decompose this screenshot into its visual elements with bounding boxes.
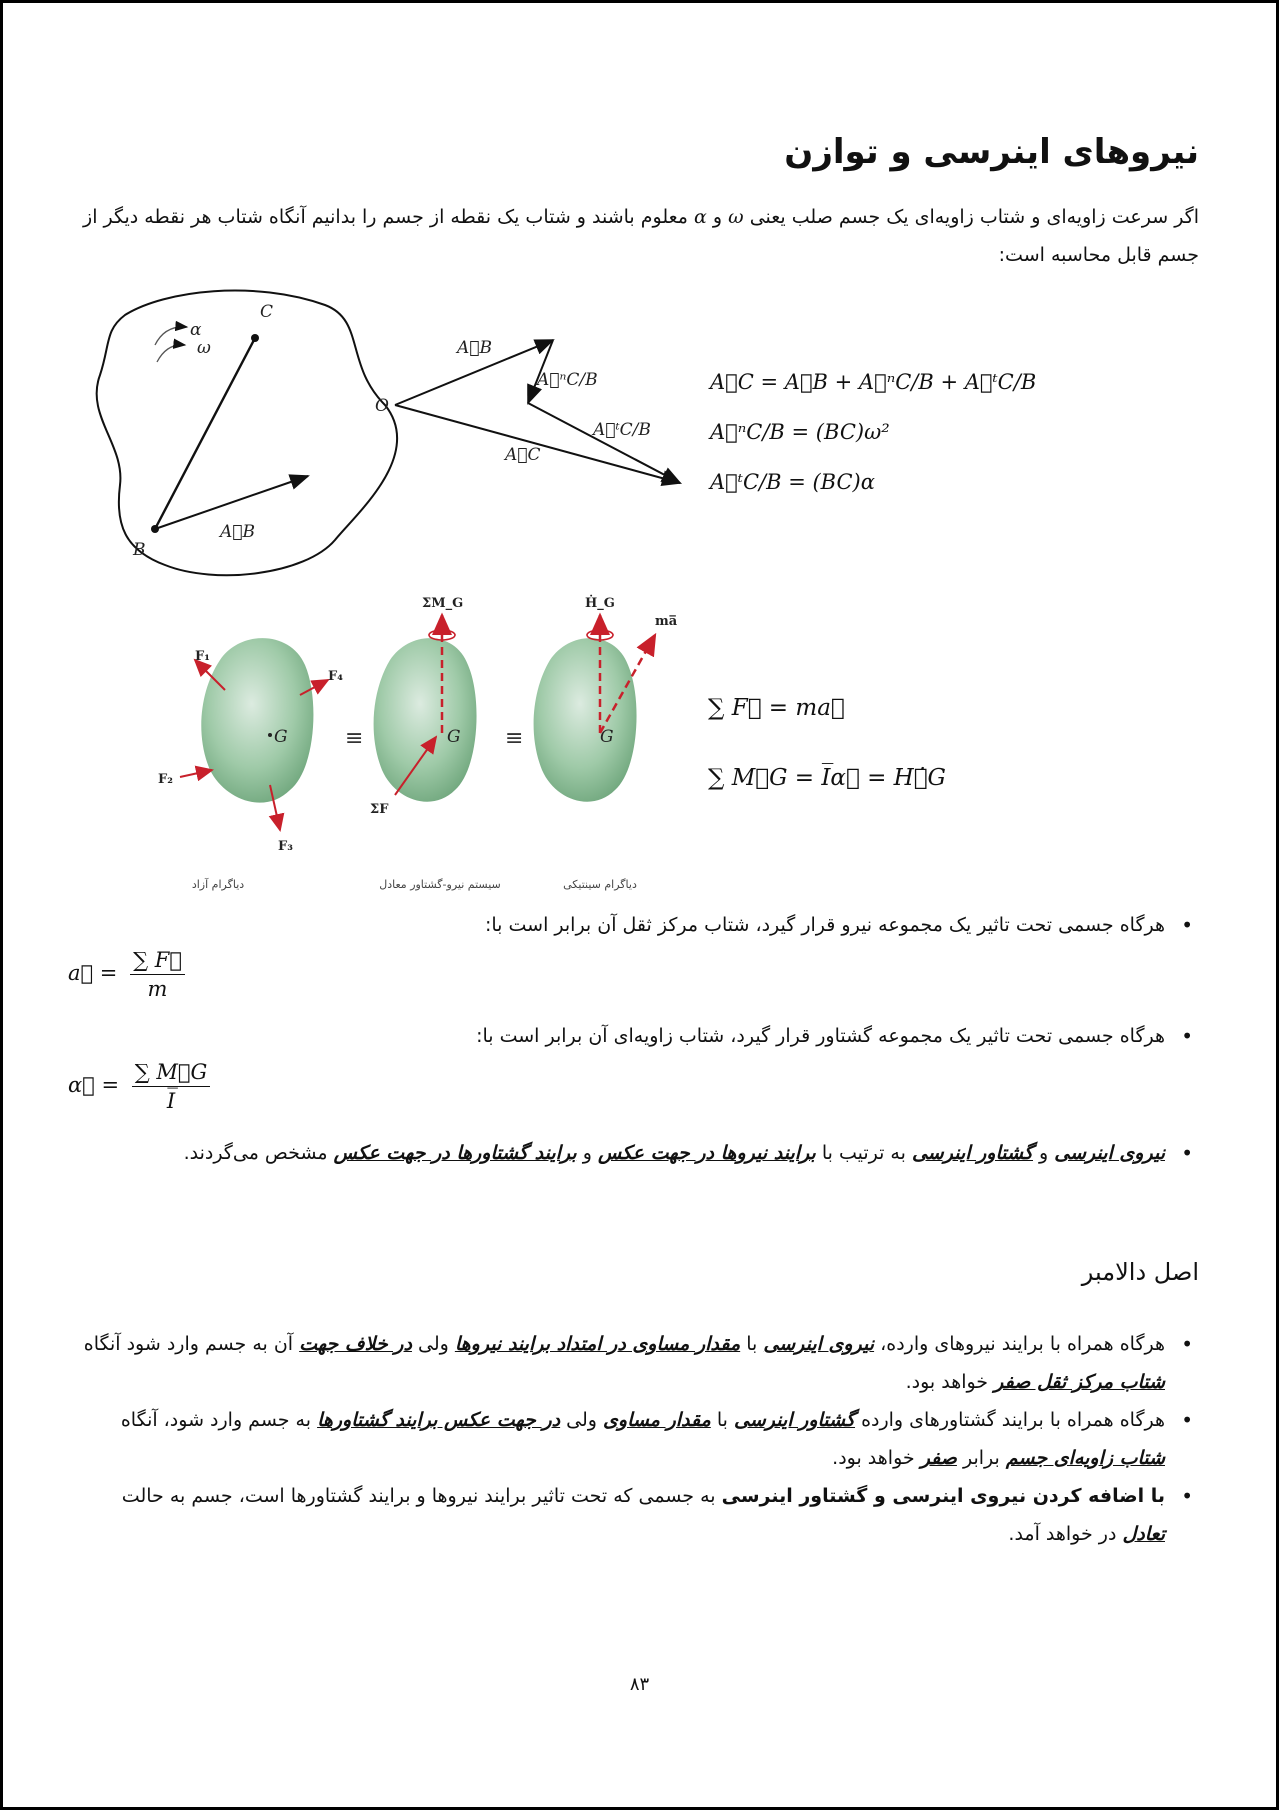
intro-text-2: معلوم باشند و شتاب یک نقطه از جسم را بدانیم آنگاه شتاب هر نقطه دیگر از جسم قابل محاسبه است: [83, 206, 1199, 266]
formula-angular-acceleration [68, 1060, 210, 1113]
text-i1-with: با [746, 1333, 758, 1355]
body-free-diagram [201, 638, 313, 803]
term-inertia-moment: گشتاور اینرسی [911, 1142, 1033, 1164]
label-g3: G [600, 727, 614, 747]
body-kinetic-diagram [534, 638, 637, 802]
label-f1: F₁ [195, 649, 210, 664]
text-i2-but: ولی [566, 1409, 597, 1431]
text-i3-end: در خواهد آمد. [1008, 1523, 1117, 1545]
bullet-list-dalembert [78, 1325, 1199, 1553]
eq-moment-sum: ∑ M⃗G = I̅α⃗ = H⃗̇G [708, 765, 946, 791]
caption-kinetic-diagram: دیاگرام سینتیکی [563, 878, 637, 891]
label-g1: G [274, 727, 288, 747]
label-f4: F₄ [328, 669, 343, 684]
text-i3-body: به جسمی که تحت تاثیر برایند نیروها و برایند گشتاورها است، جسم به حالت [121, 1485, 716, 1507]
term-i1-inertia-force: نیروی اینرسی [763, 1333, 875, 1355]
caption-equivalent-system: سیستم نیرو-گشتاور معادل [379, 878, 501, 891]
eq-normal-acceleration: A⃗ⁿC/B = (BC)ω² [710, 420, 890, 444]
text-and-2: و [582, 1142, 592, 1164]
text-determined: مشخص می‌گردند. [183, 1142, 328, 1164]
text-i1-then: آن به جسم وارد شود آنگاه [83, 1333, 294, 1355]
alpha-symbol: α [694, 206, 707, 228]
term-inertia-force: نیروی اینرسی [1054, 1142, 1165, 1164]
term-i3-equilibrium: تعادل [1122, 1523, 1165, 1545]
force-f2-arrow [180, 770, 212, 777]
intro-and: و [712, 206, 723, 228]
caption-free-diagram: دیاگرام آزاد [191, 878, 245, 891]
formula-1-denominator: m [147, 977, 168, 1001]
bullet-force-sum-text: هرگاه جسمی تحت تاثیر یک مجموعه نیرو قرار گیرد، شتاب مرکز ثقل آن برابر است با: [484, 914, 1165, 936]
bullet-moment-sum-text: هرگاه جسمی تحت تاثیر یک مجموعه گشتاور قرار گیرد، شتاب زاویه‌ای آن برابر است با: [476, 1025, 1165, 1047]
centroid-g1-dot [268, 733, 272, 737]
formula-1-lhs: a⃗ = [68, 961, 118, 985]
term-i2-angular-acceleration: شتاب زاویه‌ای جسم [1005, 1447, 1165, 1469]
label-omega: ω [197, 338, 211, 358]
body-equivalent-system [374, 638, 477, 802]
text-i2-with: با [716, 1409, 728, 1431]
vector-acb-t [528, 403, 680, 483]
text-i1-1: هرگاه همراه با برایند نیروهای وارده، [880, 1333, 1165, 1355]
text-i2-1: هرگاه همراه با برایند گشتاورهای وارده [861, 1409, 1165, 1431]
label-g2: G [447, 727, 461, 747]
vector-ac [395, 405, 680, 483]
kinetic-diagram-figure [150, 585, 690, 895]
eq-tangential-acceleration: A⃗ᵗC/B = (BC)α [710, 470, 875, 494]
label-ab-body: A⃗B [220, 522, 255, 542]
rotation-arrow-1 [155, 327, 187, 345]
intro-text-1: اگر سرعت زاویه‌ای و شتاب زاویه‌ای یک جسم صلب یعنی [749, 206, 1199, 228]
term-i2-inertia-moment: گشتاور اینرسی [733, 1409, 856, 1431]
text-respectively: به ترتیب با [821, 1142, 906, 1164]
page-number: ۸۳ [629, 1674, 650, 1695]
formula-1-numerator: ∑ F⃗ [130, 948, 185, 975]
omega-symbol: ω [728, 206, 744, 228]
eq-force-sum: ∑ F⃗ = ma⃗ [708, 695, 845, 721]
formula-2-numerator: ∑ M⃗G [132, 1060, 211, 1087]
term-i1-zero-acceleration: شتاب مرکز ثقل صفر [994, 1371, 1165, 1393]
term-i1-opposite: در خلاف جهت [299, 1333, 412, 1355]
label-b: B [133, 540, 146, 560]
term-reverse-moment-resultant: برایند گشتاورها در جهت عکس [333, 1142, 577, 1164]
term-i2-equal-magnitude: مقدار مساوی [603, 1409, 711, 1431]
term-i2-zero: صفر [920, 1447, 957, 1469]
term-i3-adding-inertia: با اضافه کردن نیروی اینرسی و گشتاور اینرسی [721, 1485, 1165, 1507]
text-i2-equal: برابر [962, 1447, 1000, 1469]
label-acb-t: A⃗ᵗC/B [593, 420, 651, 440]
bullet-list-1c [78, 1134, 1199, 1172]
text-i1-end: خواهد بود. [905, 1371, 989, 1393]
label-alpha: α [190, 320, 202, 340]
text-i2-end: خواهد بود. [832, 1447, 915, 1469]
equivalence-2: ≡ [505, 726, 524, 751]
formula-2-lhs: α⃗ = [68, 1073, 120, 1097]
page-title: نیروهای اینرسی و توازن [784, 132, 1199, 172]
equivalence-1: ≡ [345, 726, 364, 751]
term-reverse-force-resultant: برایند نیروها در جهت عکس [597, 1142, 816, 1164]
dalembert-item-force [78, 1325, 1199, 1401]
label-hg: Ḣ_G [585, 596, 615, 611]
text-i1-but: ولی [418, 1333, 449, 1355]
label-origin: O [375, 396, 389, 416]
bullet-list-1a [78, 906, 1199, 944]
point-c-dot [251, 334, 259, 342]
formula-linear-acceleration [68, 948, 185, 1001]
text-i2-then: به جسم وارد شود، آنگاه [120, 1409, 312, 1431]
dalembert-item-moment [78, 1401, 1199, 1477]
eq-acceleration-c: A⃗C = A⃗B + A⃗ⁿC/B + A⃗ᵗC/B [710, 370, 1037, 394]
intro-paragraph [78, 198, 1199, 274]
section-title-dalembert: اصل دالامبر [1081, 1258, 1199, 1286]
text-and-1: و [1039, 1142, 1049, 1164]
dalembert-item-equilibrium [78, 1477, 1199, 1553]
rotation-arrow-2 [157, 345, 185, 362]
term-i1-equal-magnitude: مقدار مساوی در امتداد برایند نیروها [454, 1333, 741, 1355]
term-i2-opposite: در جهت عکس برایند گشتاورها [317, 1409, 561, 1431]
label-c: C [260, 302, 274, 322]
label-acb-n: A⃗ⁿC/B [537, 370, 598, 390]
bullet-inertia-definition [78, 1134, 1199, 1172]
label-ma: ma̅ [655, 614, 678, 629]
label-ac: A⃗C [505, 445, 541, 465]
label-sum-mg: ΣM_G [422, 596, 464, 611]
label-ab-polygon: A⃗B [457, 338, 492, 358]
label-f3: F₃ [278, 839, 293, 854]
formula-2-denominator: I̅ [166, 1089, 176, 1113]
bullet-force-sum [78, 906, 1199, 944]
bullet-moment-sum [78, 1017, 1199, 1055]
label-sum-f: ΣF [370, 802, 389, 817]
bullet-list-1b [78, 1017, 1199, 1055]
rigid-body-figure [95, 285, 695, 585]
label-f2: F₂ [158, 772, 173, 787]
